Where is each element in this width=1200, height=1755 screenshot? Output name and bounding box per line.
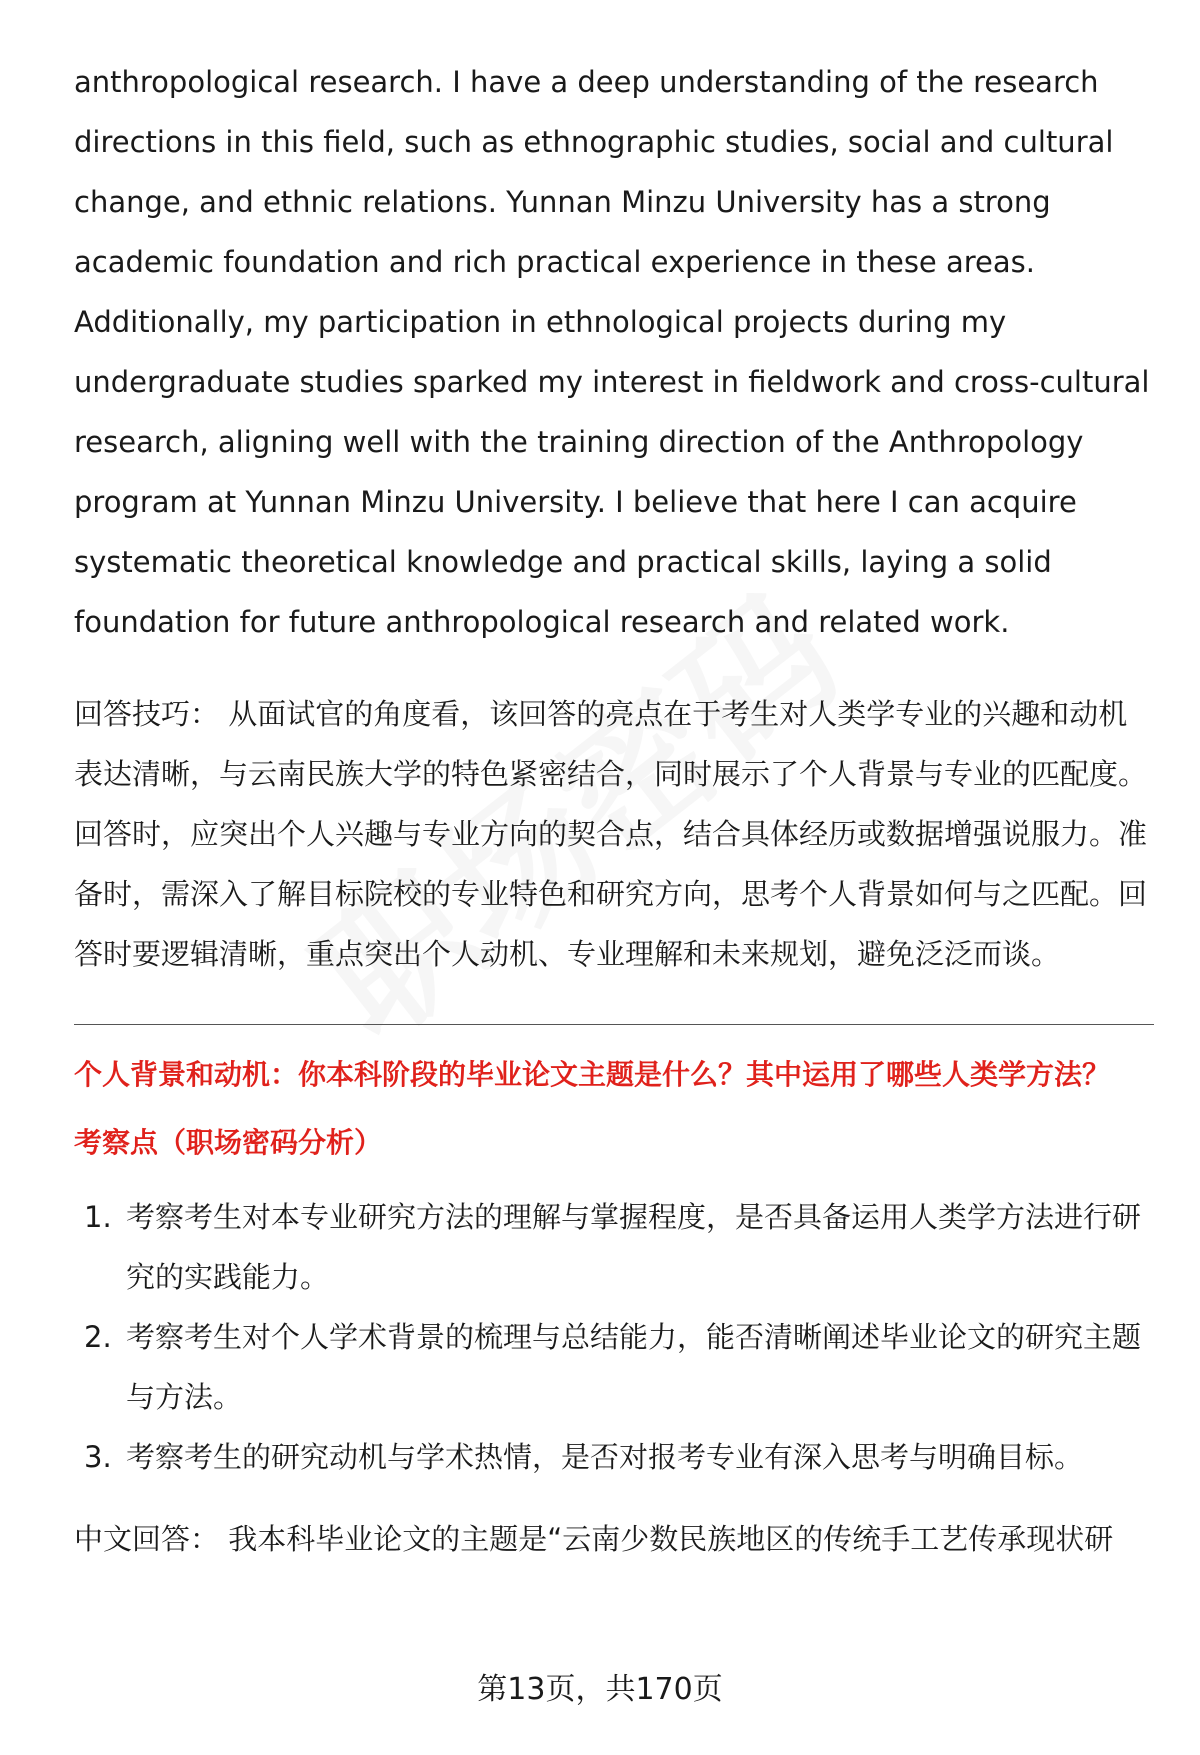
page-content (74, 52, 1154, 1569)
list-item (74, 1307, 1154, 1427)
tips-label: 回答技巧： (74, 697, 220, 731)
page-footer: 第13页，共170页 (477, 1672, 723, 1707)
section-divider (74, 1024, 1154, 1025)
list-text: 考察考生对本专业研究方法的理解与掌握程度，是否具备运用人类学方法进行研究的实践能力。 (126, 1200, 1142, 1294)
list-text: 考察考生对个人学术背景的梳理与总结能力，能否清晰阐述毕业论文的研究主题与方法。 (126, 1320, 1142, 1414)
analysis-points (74, 1187, 1154, 1487)
list-text: 考察考生的研究动机与学术热情，是否对报考专业有深入思考与明确目标。 (126, 1440, 1084, 1474)
question-heading: 个人背景和动机：你本科阶段的毕业论文主题是什么？其中运用了哪些人类学方法？ (74, 1058, 1111, 1091)
list-item (74, 1427, 1154, 1487)
answer-text: 我本科毕业论文的主题是“云南少数民族地区的传统手工艺传承现状研 (228, 1522, 1114, 1556)
list-number: 3. (84, 1440, 112, 1474)
list-number: 1. (84, 1200, 112, 1234)
answer-paragraph (74, 1509, 1154, 1569)
list-item (74, 1187, 1154, 1307)
tips-text: 从面试官的角度看，该回答的亮点在于考生对人类学专业的兴趣和动机表达清晰，与云南民族大学的特色紧密结合，同时展示了个人背景与专业的匹配度。回答时，应突出个人兴趣与专业方向的契合点，结合具体经历或数据增强说服力。准备时，需深入了解目标院校的专业特色和研究方向，思考个人背景如何与之匹配。回答时要逻辑清晰，重点突出个人动机、专业理解和未来规划，避免泛泛而谈。 (74, 697, 1148, 971)
tips-paragraph (74, 684, 1154, 984)
body-paragraph: anthropological research. I have a deep understanding of the research directions in this field, such as ethnographic studies, social and cultural change, and ethnic relations. Yunnan Minzu University has a strong academic foundation and rich practical experience in these areas. Additionally, my participation in ethnological projects during my undergraduate studies sparked my interest in fieldwork and cross-cultural research, aligning well with the training direction of the Anthropology program at Yunnan Minzu University. I believe that here I can acquire systematic theoretical knowledge and practical skills, laying a solid foundation for future anthropological research and related work. (74, 65, 1150, 639)
answer-label: 中文回答： (74, 1522, 220, 1556)
list-number: 2. (84, 1320, 112, 1354)
analysis-heading: 考察点（职场密码分析） (74, 1126, 383, 1159)
